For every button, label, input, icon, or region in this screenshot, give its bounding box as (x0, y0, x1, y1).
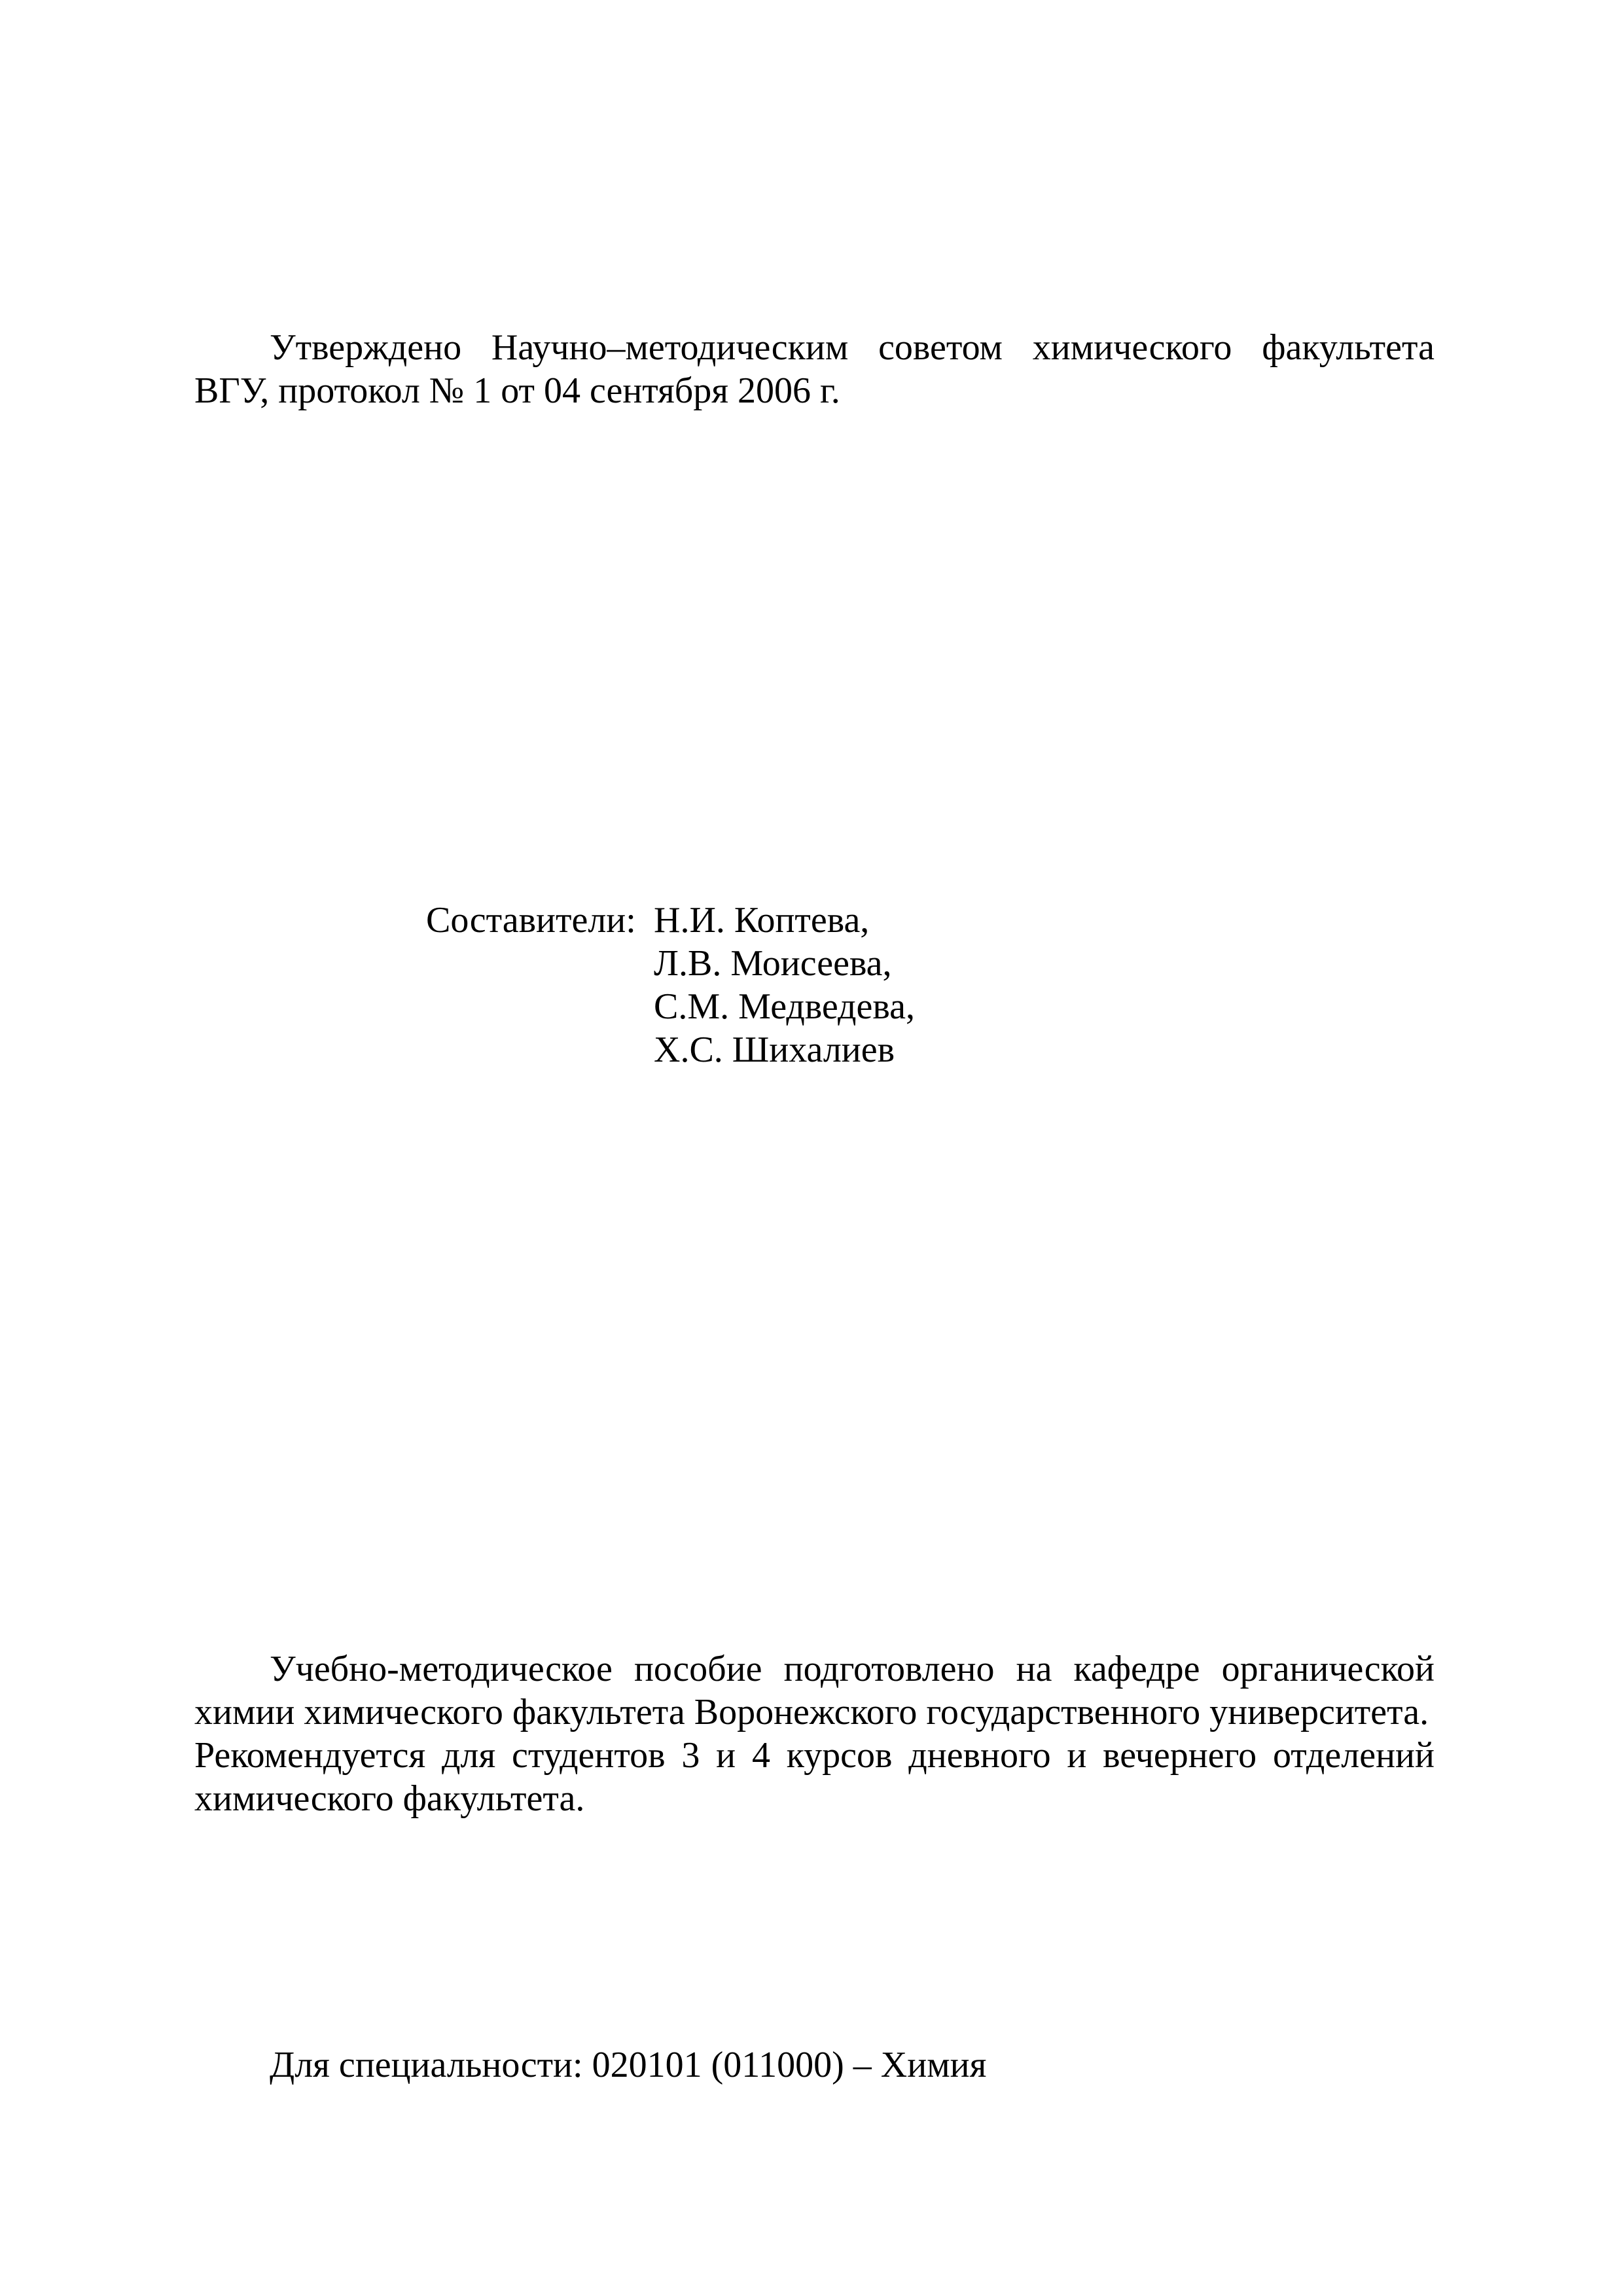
specialty-line (270, 2043, 986, 2087)
compiler-name: Н.И. Коптева, (654, 900, 870, 941)
compiler-name: Л.В. Моисеева, (654, 943, 892, 984)
about-paragraph-2: Рекомендуется для студентов 3 и 4 курсов дневного и вечернего отделений химического факультета. (194, 1735, 1435, 1819)
compilers-list (654, 899, 915, 1071)
compiler-name: Х.С. Шихалиев (654, 1030, 895, 1070)
specialty-text: Для специальности: 020101 (011000) – Химия (270, 2045, 987, 2085)
compilers-label: Составители: (426, 900, 636, 941)
approval-statement (194, 326, 1435, 412)
approval-text: Утверждено Научно–методическим советом химического факультета ВГУ, протокол № 1 от 04 сентября 2006 г. (194, 327, 1435, 411)
compiler-name: С.М. Медведева, (654, 986, 915, 1027)
about-section (194, 1647, 1435, 1820)
about-paragraph-1: Учебно-методическое пособие подготовлено на кафедре органической химии химического факультета Воронежского государственного университета. (194, 1649, 1435, 1732)
